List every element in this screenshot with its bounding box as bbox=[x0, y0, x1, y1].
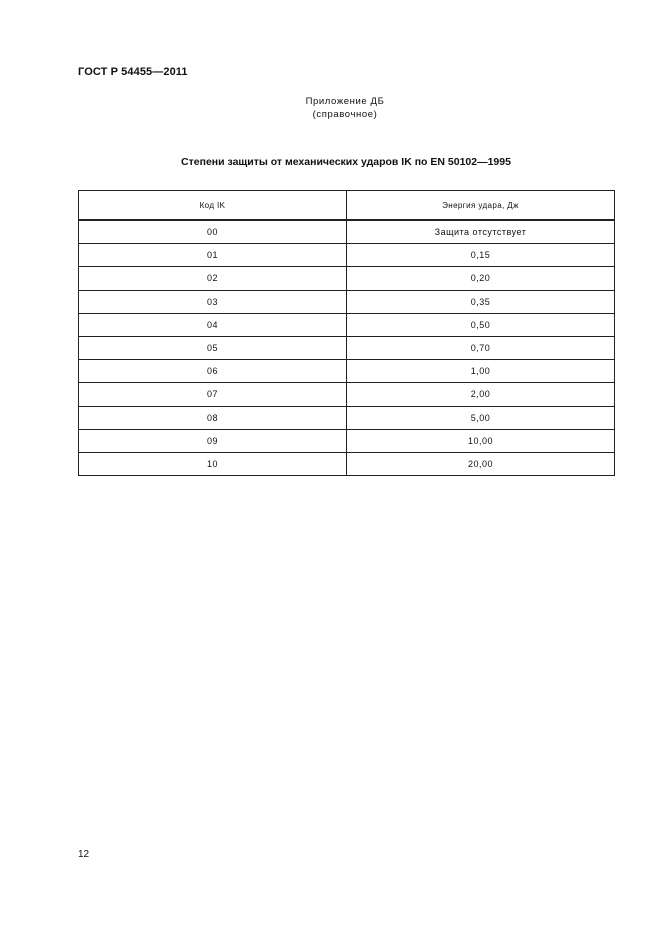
appendix-title: Приложение ДБ bbox=[305, 96, 385, 107]
document-code: ГОСТ Р 54455—2011 bbox=[78, 66, 188, 78]
table-header-row bbox=[79, 191, 615, 221]
impact-energy-cell: 5,00 bbox=[347, 406, 615, 429]
table-row bbox=[79, 290, 615, 313]
ik-code-cell: 05 bbox=[79, 336, 347, 359]
table-row bbox=[79, 336, 615, 359]
ik-code-cell: 03 bbox=[79, 290, 347, 313]
impact-energy-cell: 0,20 bbox=[347, 267, 615, 290]
impact-energy-cell: 1,00 bbox=[347, 360, 615, 383]
ik-code-cell: 02 bbox=[79, 267, 347, 290]
impact-energy-cell: 0,15 bbox=[347, 244, 615, 267]
column-header-impact-energy: Энергия удара, Дж bbox=[347, 191, 615, 221]
ik-code-cell: 04 bbox=[79, 313, 347, 336]
ik-code-cell: 01 bbox=[79, 244, 347, 267]
appendix-subtitle: (справочное) bbox=[312, 109, 378, 120]
impact-energy-cell: 0,70 bbox=[347, 336, 615, 359]
table-row bbox=[79, 360, 615, 383]
table-row bbox=[79, 244, 615, 267]
ik-code-cell: 07 bbox=[79, 383, 347, 406]
table-row bbox=[79, 267, 615, 290]
table-row bbox=[79, 429, 615, 452]
impact-energy-cell: 20,00 bbox=[347, 452, 615, 475]
ik-code-cell: 10 bbox=[79, 452, 347, 475]
impact-energy-cell: 0,50 bbox=[347, 313, 615, 336]
ik-code-cell: 00 bbox=[79, 220, 347, 244]
ik-code-cell: 09 bbox=[79, 429, 347, 452]
table-title: Степени защиты от механических ударов IK по EN 50102—1995 bbox=[181, 156, 511, 168]
ik-code-cell: 06 bbox=[79, 360, 347, 383]
table-row bbox=[79, 220, 615, 244]
column-header-ik-code: Код IK bbox=[79, 191, 347, 221]
impact-energy-cell: Защита отсутствует bbox=[347, 220, 615, 244]
page-number: 12 bbox=[78, 849, 90, 860]
impact-energy-cell: 2,00 bbox=[347, 383, 615, 406]
impact-energy-cell: 10,00 bbox=[347, 429, 615, 452]
table-row bbox=[79, 452, 615, 475]
table-row bbox=[79, 383, 615, 406]
ik-code-cell: 08 bbox=[79, 406, 347, 429]
table-row bbox=[79, 406, 615, 429]
ik-table bbox=[78, 190, 615, 476]
impact-energy-cell: 0,35 bbox=[347, 290, 615, 313]
table-row bbox=[79, 313, 615, 336]
